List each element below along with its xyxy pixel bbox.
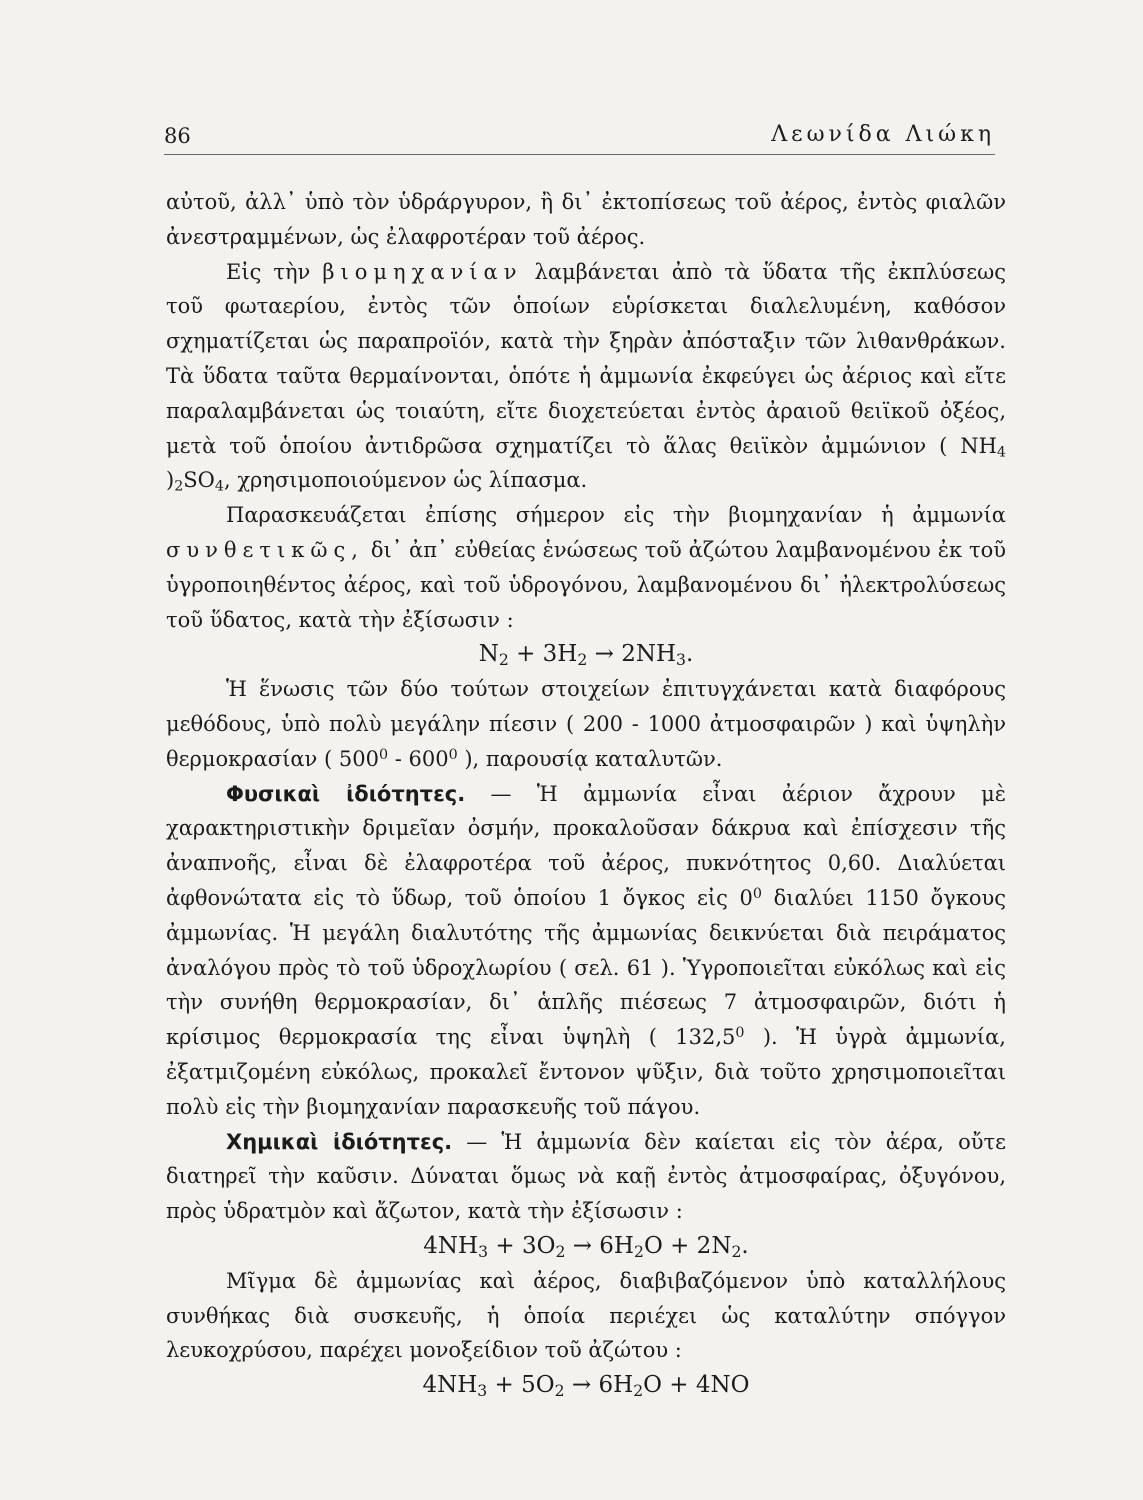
paragraph-text: Μῖγμα δὲ ἀμμωνίας καὶ ἀέρος, διαβιβαζόμενον ὑπὸ καταλλήλους συνθήκας διὰ συσκευῆς, ἡ ὁποία περιέχει ὡς καταλύτην σπόγγον λευκοχρύσου, παρέχει μονοξείδιον τοῦ ἀζώτου : bbox=[166, 1268, 1006, 1363]
superscript: 0 bbox=[378, 746, 389, 763]
subscript: 4 bbox=[996, 444, 1006, 461]
section-heading: Φυσικαὶ ἰδιότητες. bbox=[226, 781, 466, 806]
subscript: 2 bbox=[498, 650, 509, 670]
equation-term: + 5O bbox=[487, 1372, 555, 1399]
section-heading: Χημικαὶ ἰδιότητες. bbox=[226, 1129, 453, 1154]
paragraph-text: ), παρουσίᾳ καταλυτῶν. bbox=[457, 746, 723, 771]
page-header bbox=[164, 120, 995, 155]
paragraph-text: ). Ἡ ὑγρὰ ἀμμωνία, ἐξατμιζομένη εὐκόλως, προκαλεῖ ἔντονον ψῦξιν, διὰ τοῦτο χρησιμοποιεῖται πολὺ εἰς τὴν βιομηχανίαν παρασκευῆς τοῦ πάγου. bbox=[166, 1025, 1006, 1119]
subscript: 2 bbox=[633, 1241, 644, 1261]
paragraph-physical-properties bbox=[166, 777, 1006, 1125]
paragraph-chemical-properties bbox=[166, 1125, 1006, 1229]
paragraph-text: Εἰς τὴν bbox=[226, 259, 311, 284]
subscript: 3 bbox=[676, 650, 686, 670]
equation-combustion bbox=[166, 1229, 1006, 1264]
paragraph-conditions bbox=[166, 672, 1006, 776]
paragraph-synthetic-production bbox=[166, 498, 1006, 637]
subscript: 3 bbox=[477, 1381, 488, 1400]
equation-oxidation bbox=[166, 1368, 1006, 1403]
equation-term: N bbox=[478, 641, 499, 668]
equation-term: → 6H bbox=[564, 1372, 634, 1399]
equation-term: . bbox=[685, 641, 694, 668]
superscript: 0 bbox=[448, 746, 458, 763]
equation-term: → 2NH bbox=[587, 641, 677, 668]
subscript: 2 bbox=[731, 1241, 742, 1261]
paragraph-text: αὐτοῦ, ἀλλ᾽ ὑπὸ τὸν ὑδράργυρον, ἢ δι᾽ ἐκτοπίσεως τοῦ ἀέρος, ἐντὸς φιαλῶν ἀνεστραμμένων, ὡς ἐλαφροτέραν τοῦ ἀέρος. bbox=[166, 190, 1006, 249]
subscript: 2 bbox=[555, 1241, 566, 1261]
equation-term: + 3H bbox=[508, 641, 578, 668]
spaced-emphasis: βιομηχανίαν bbox=[322, 259, 523, 284]
equation-term: 4NH bbox=[423, 1232, 479, 1259]
paragraph-text: διαλύει 1150 ὄγκους ἀμμωνίας. Ἡ μεγάλη διαλυτότης τῆς ἀμμωνίας δεικνύεται διὰ πειράματος ἀναλόγου πρὸς τὸ τοῦ ὑδροχλωρίου ( σελ. 61 ). Ὑγροποιεῖται εὐκόλως καὶ εἰς τὴν συνήθη θερμοκρασίαν, δι᾽ ἁπλῆς πιέσεως 7 ἀτμοσφαιρῶν, διότι ἡ κρίσιμος θερμοκρασία της εἶναι ὑψηλὴ ( 132,5 bbox=[166, 885, 1006, 1050]
paragraph-collection bbox=[166, 185, 1006, 255]
subscript: 3 bbox=[478, 1241, 489, 1261]
paragraph-text: - 600 bbox=[388, 746, 449, 771]
paragraph-text: SO bbox=[183, 468, 215, 493]
superscript: 0 bbox=[735, 1025, 745, 1041]
paragraph-text: Παρασκευάζεται ἐπίσης σήμερον εἰς τὴν βιομηχανίαν ἡ ἀμμωνία bbox=[226, 503, 1006, 528]
subscript: 2 bbox=[633, 1381, 644, 1400]
page-number: 86 bbox=[164, 124, 191, 148]
equation-term: O + 4NO bbox=[643, 1372, 750, 1399]
subscript: 2 bbox=[174, 478, 184, 495]
paragraph-catalytic-oxidation bbox=[166, 1264, 1006, 1368]
equation-term: + 3O bbox=[488, 1232, 556, 1259]
paragraph-text: ) bbox=[166, 468, 175, 493]
paragraph-text: — Ἡ ἀμμωνία δὲν καίεται εἰς τὸν ἀέρα, οὔτε διατηρεῖ τὴν καῦσιν. Δύναται ὅμως νὰ καῇ ἐντὸς ἀτμοσφαίρας, ὀξυγόνου, πρὸς ὑδρατμὸν καὶ ἄζωτον, κατὰ τὴν ἐξίσωσιν : bbox=[166, 1129, 1006, 1224]
running-title: Λεωνίδα Λιώκη bbox=[771, 122, 995, 147]
subscript: 2 bbox=[554, 1381, 565, 1400]
paragraph-text: , χρησιμοποιούμενον ὡς λίπασμα. bbox=[223, 468, 588, 493]
equation-term: O + 2N bbox=[643, 1232, 732, 1259]
subscript: 4 bbox=[214, 478, 224, 495]
equation-term: . bbox=[741, 1232, 749, 1259]
subscript: 2 bbox=[577, 650, 588, 670]
paragraph-text: δι᾽ ἀπ᾽ εὐθείας ἑνώσεως τοῦ ἀζώτου λαμβανομένου ἐκ τοῦ ὑγροποιηθέντος ἀέρος, καὶ τοῦ ὑδρογόνου, λαμβανομένου δι᾽ ἠλεκτρολύσεως τοῦ ὕδατος, κατὰ τὴν ἐξίσωσιν : bbox=[166, 537, 1006, 632]
paragraph-text: — Ἡ ἀμμωνία εἶναι ἀέριον ἄχρουν μὲ χαρακτηριστικὴν δριμεῖαν ὀσμήν, προκαλοῦσαν δάκρυα καὶ ἐπίσχεσιν τῆς ἀναπνοῆς, εἶναι δὲ ἐλαφροτέρα τοῦ ἀέρος, πυκνότητος 0,60. Διαλύεται ἀφθονώτατα εἰς τὸ ὕδωρ, τοῦ ὁποίου 1 ὄγκος εἰς 0 bbox=[166, 781, 1006, 910]
paragraph-text: Ἡ ἕνωσις τῶν δύο τούτων στοιχείων ἐπιτυγχάνεται κατὰ διαφόρους μεθόδους, ὑπὸ πολὺ μεγάλην πίεσιν ( 200 - 1000 ἀτμοσφαιρῶν ) καὶ ὑψηλὴν θερμοκρασίαν ( 500 bbox=[166, 677, 1006, 771]
spaced-emphasis: συνθετικῶς, bbox=[166, 537, 364, 562]
equation-synthesis bbox=[166, 637, 1006, 672]
paragraph-industrial-production bbox=[166, 255, 1006, 499]
superscript: 0 bbox=[752, 885, 762, 902]
paragraph-text: λαμβάνεται ἀπὸ τὰ ὕδατα τῆς ἐκπλύσεως τοῦ φωταερίου, ἐντὸς τῶν ὁποίων εὑρίσκεται διαλελυμένη, καθόσον σχηματίζεται ὡς παραπροϊόν, κατὰ τὴν ξηρὰν ἀπόσταξιν τῶν λιθανθράκων. Τὰ ὕδατα ταῦτα θερμαίνονται, ὁπότε ἡ ἀμμωνία ἐκφεύγει ὡς ἀέριος καὶ εἴτε παραλαμβάνεται ὡς τοιαύτη, εἴτε διοχετεύεται ἐντὸς ἀραιοῦ θειϊκοῦ ὀξέος, μετὰ τοῦ ὁποίου ἀντιδρῶσα σχηματίζει τὸ ἅλας θειϊκὸν ἀμμώνιον ( NH bbox=[166, 259, 1006, 458]
page-body bbox=[166, 185, 1006, 1403]
equation-term: 4NH bbox=[422, 1372, 478, 1399]
equation-term: → 6H bbox=[565, 1232, 634, 1259]
